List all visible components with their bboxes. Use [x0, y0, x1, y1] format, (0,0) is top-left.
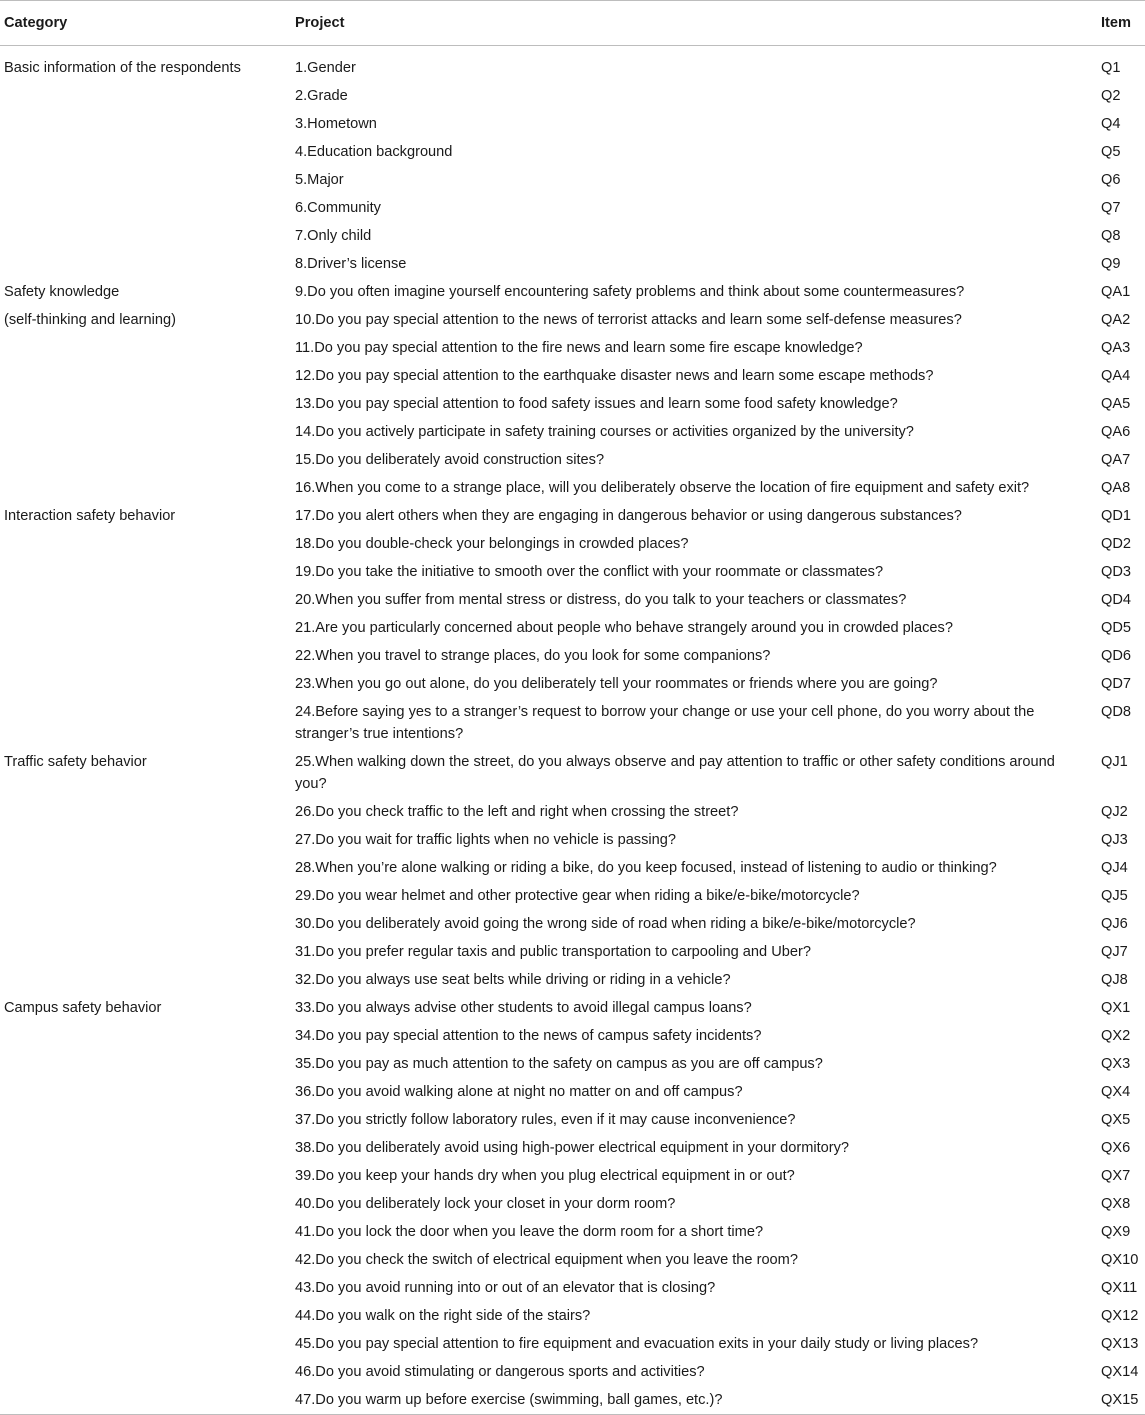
- project-cell: 8.Driver’s license: [295, 256, 407, 272]
- category-cell: [0, 222, 291, 250]
- category-cell: [0, 362, 291, 390]
- project-cell: 4.Education background: [295, 144, 453, 160]
- table-row: [0, 138, 1145, 166]
- table-row: [0, 1134, 1145, 1162]
- category-cell: [0, 1106, 291, 1134]
- table-row: [0, 1386, 1145, 1415]
- table-row: [0, 698, 1145, 748]
- table-row: [0, 306, 1145, 334]
- table-row: [0, 1106, 1145, 1134]
- table-row: [0, 854, 1145, 882]
- table-row: [0, 334, 1145, 362]
- project-cell: 22.When you travel to strange places, do you look for some companions?: [295, 648, 771, 664]
- item-cell: Q9: [1101, 256, 1121, 272]
- table-row: [0, 1162, 1145, 1190]
- category-cell: [0, 586, 291, 614]
- table-row: [0, 166, 1145, 194]
- item-cell: QD4: [1101, 592, 1132, 608]
- project-cell: 40.Do you deliberately lock your closet in your dorm room?: [295, 1196, 676, 1212]
- item-cell: Q2: [1101, 88, 1121, 104]
- category-cell: [0, 882, 291, 910]
- project-cell: 2.Grade: [295, 88, 348, 104]
- project-cell: 14.Do you actively participate in safety training courses or activities organized by the university?: [295, 424, 914, 440]
- table-row: [0, 390, 1145, 418]
- project-cell: 5.Major: [295, 172, 344, 188]
- table-row: [0, 1218, 1145, 1246]
- item-cell: QA4: [1101, 368, 1131, 384]
- category-cell: [0, 1022, 291, 1050]
- category-cell: Safety knowledge: [4, 284, 120, 300]
- category-cell: Interaction safety behavior: [4, 508, 176, 524]
- table-row: [0, 194, 1145, 222]
- table-row: [0, 1190, 1145, 1218]
- project-cell: 34.Do you pay special attention to the news of campus safety incidents?: [295, 1028, 762, 1044]
- item-cell: QX13: [1101, 1336, 1139, 1352]
- item-cell: QD6: [1101, 648, 1132, 664]
- item-cell: QA1: [1101, 284, 1131, 300]
- item-cell: QD5: [1101, 620, 1132, 636]
- project-cell: 44.Do you walk on the right side of the stairs?: [295, 1308, 591, 1324]
- item-cell: Q7: [1101, 200, 1121, 216]
- item-cell: QX4: [1101, 1084, 1131, 1100]
- item-cell: QD1: [1101, 508, 1132, 524]
- item-cell: QA8: [1101, 480, 1131, 496]
- project-cell: 26.Do you check traffic to the left and right when crossing the street?: [295, 804, 739, 820]
- project-cell: 11.Do you pay special attention to the fire news and learn some fire escape knowledge?: [295, 340, 863, 356]
- item-cell: QJ3: [1101, 832, 1128, 848]
- table-row: [0, 1330, 1145, 1358]
- table-row: [0, 670, 1145, 698]
- header-project: Project: [291, 1, 1097, 46]
- project-cell: 41.Do you lock the door when you leave the dorm room for a short time?: [295, 1224, 764, 1240]
- item-cell: QX1: [1101, 1000, 1131, 1016]
- project-cell: 32.Do you always use seat belts while driving or riding in a vehicle?: [295, 972, 731, 988]
- item-cell: QD7: [1101, 676, 1132, 692]
- project-cell: 23.When you go out alone, do you deliberately tell your roommates or friends where you are going?: [295, 676, 938, 692]
- table-header: [0, 1, 1145, 46]
- item-cell: QJ6: [1101, 916, 1128, 932]
- table-row: [0, 938, 1145, 966]
- category-cell: [0, 1246, 291, 1274]
- category-cell: [0, 194, 291, 222]
- project-cell: 27.Do you wait for traffic lights when no vehicle is passing?: [295, 832, 676, 848]
- project-cell: 3.Hometown: [295, 116, 377, 132]
- category-cell: [0, 1330, 291, 1358]
- category-cell: [0, 1218, 291, 1246]
- project-cell: 1.Gender: [295, 60, 356, 76]
- category-cell: [0, 250, 291, 278]
- item-cell: Q6: [1101, 172, 1121, 188]
- project-cell: 36.Do you avoid walking alone at night no matter on and off campus?: [295, 1084, 743, 1100]
- table-row: [0, 558, 1145, 586]
- category-cell: [0, 910, 291, 938]
- category-cell: [0, 642, 291, 670]
- project-cell: 31.Do you prefer regular taxis and public transportation to carpooling and Uber?: [295, 944, 811, 960]
- category-cell: [0, 1274, 291, 1302]
- project-cell: 21.Are you particularly concerned about people who behave strangely around you in crowded places?: [295, 620, 953, 636]
- table-row: [0, 1246, 1145, 1274]
- item-cell: QJ8: [1101, 972, 1128, 988]
- category-cell: [0, 334, 291, 362]
- item-cell: QX8: [1101, 1196, 1131, 1212]
- category-cell: Traffic safety behavior: [4, 754, 147, 770]
- category-cell: [0, 826, 291, 854]
- category-cell: [0, 698, 291, 748]
- project-cell: 45.Do you pay special attention to fire equipment and evacuation exits in your daily study or living places?: [295, 1336, 979, 1352]
- table-row: [0, 826, 1145, 854]
- table-row: [0, 222, 1145, 250]
- category-cell: [0, 670, 291, 698]
- table-row: [0, 1078, 1145, 1106]
- project-cell: 13.Do you pay special attention to food safety issues and learn some food safety knowledge?: [295, 396, 898, 412]
- table-row: [0, 250, 1145, 278]
- project-cell: 28.When you’re alone walking or riding a bike, do you keep focused, instead of listening to audio or thinking?: [295, 860, 997, 876]
- project-cell: 25.When walking down the street, do you always observe and pay attention to traffic or other safety conditions around you?: [295, 754, 1055, 792]
- category-cell: [0, 82, 291, 110]
- table-row: [0, 110, 1145, 138]
- item-cell: QD2: [1101, 536, 1132, 552]
- project-cell: 29.Do you wear helmet and other protective gear when riding a bike/e-bike/motorcycle?: [295, 888, 860, 904]
- table-row: [0, 418, 1145, 446]
- category-cell: (self-thinking and learning): [4, 312, 176, 328]
- item-cell: Q4: [1101, 116, 1121, 132]
- table-row: [0, 1302, 1145, 1330]
- category-cell: [0, 1302, 291, 1330]
- header-item: Item: [1097, 1, 1145, 46]
- project-cell: 18.Do you double-check your belongings in crowded places?: [295, 536, 689, 552]
- item-cell: QX10: [1101, 1252, 1139, 1268]
- category-cell: [0, 614, 291, 642]
- item-cell: QA7: [1101, 452, 1131, 468]
- project-cell: 17.Do you alert others when they are engaging in dangerous behavior or using dangerous substances?: [295, 508, 962, 524]
- category-cell: [0, 1050, 291, 1078]
- item-cell: QX14: [1101, 1364, 1139, 1380]
- item-cell: QJ2: [1101, 804, 1128, 820]
- table-row: [0, 474, 1145, 502]
- table-row: [0, 994, 1145, 1022]
- item-cell: Q8: [1101, 228, 1121, 244]
- header-category: Category: [0, 1, 291, 46]
- table-row: [0, 882, 1145, 910]
- project-cell: 12.Do you pay special attention to the earthquake disaster news and learn some escape methods?: [295, 368, 934, 384]
- category-cell: [0, 138, 291, 166]
- item-cell: QX2: [1101, 1028, 1131, 1044]
- table-row: [0, 586, 1145, 614]
- project-cell: 24.Before saying yes to a stranger’s request to borrow your change or use your cell phone, do you worry about the stranger’s true intentions?: [295, 704, 1035, 742]
- project-cell: 38.Do you deliberately avoid using high-power electrical equipment in your dormitory?: [295, 1140, 850, 1156]
- item-cell: QX12: [1101, 1308, 1139, 1324]
- project-cell: 42.Do you check the switch of electrical equipment when you leave the room?: [295, 1252, 798, 1268]
- header-row: [0, 1, 1145, 46]
- project-cell: 15.Do you deliberately avoid construction sites?: [295, 452, 605, 468]
- category-cell: [0, 1134, 291, 1162]
- category-cell: [0, 418, 291, 446]
- table-row: [0, 446, 1145, 474]
- table-row: [0, 278, 1145, 306]
- item-cell: QJ7: [1101, 944, 1128, 960]
- table-row: [0, 642, 1145, 670]
- category-cell: Basic information of the respondents: [4, 60, 241, 76]
- table-row: [0, 362, 1145, 390]
- category-cell: [0, 110, 291, 138]
- table-row: [0, 1022, 1145, 1050]
- item-cell: QX15: [1097, 1386, 1145, 1415]
- project-cell: 16.When you come to a strange place, will you deliberately observe the location of fire equipment and safety exit?: [295, 480, 1030, 496]
- table-row: [0, 910, 1145, 938]
- project-cell: 43.Do you avoid running into or out of an elevator that is closing?: [295, 1280, 716, 1296]
- item-cell: QA5: [1101, 396, 1131, 412]
- item-cell: QX3: [1101, 1056, 1131, 1072]
- category-cell: [0, 938, 291, 966]
- category-cell: Campus safety behavior: [4, 1000, 162, 1016]
- item-cell: QX5: [1101, 1112, 1131, 1128]
- table-row: [0, 530, 1145, 558]
- table-row: [0, 966, 1145, 994]
- table-row: [0, 798, 1145, 826]
- table-row: [0, 46, 1145, 83]
- table-body: [0, 46, 1145, 1415]
- item-cell: QJ5: [1101, 888, 1128, 904]
- item-cell: QD3: [1101, 564, 1132, 580]
- category-cell: [0, 1190, 291, 1218]
- project-cell: 7.Only child: [295, 228, 372, 244]
- category-cell: [0, 1358, 291, 1386]
- item-cell: QX9: [1101, 1224, 1131, 1240]
- project-cell: 35.Do you pay as much attention to the safety on campus as you are off campus?: [295, 1056, 823, 1072]
- item-cell: QX7: [1101, 1168, 1131, 1184]
- table-row: [0, 1050, 1145, 1078]
- item-cell: QA2: [1101, 312, 1131, 328]
- item-cell: Q1: [1101, 60, 1121, 76]
- category-cell: [0, 446, 291, 474]
- project-cell: 6.Community: [295, 200, 381, 216]
- category-cell: [0, 1386, 291, 1415]
- item-cell: QA3: [1101, 340, 1131, 356]
- project-cell: 37.Do you strictly follow laboratory rules, even if it may cause inconvenience?: [295, 1112, 796, 1128]
- category-cell: [0, 854, 291, 882]
- table-row: [0, 748, 1145, 798]
- project-cell: 47.Do you warm up before exercise (swimming, ball games, etc.)?: [291, 1386, 1097, 1415]
- table-row: [0, 1274, 1145, 1302]
- project-cell: 30.Do you deliberately avoid going the wrong side of road when riding a bike/e-bike/motorcycle?: [295, 916, 916, 932]
- project-cell: 19.Do you take the initiative to smooth over the conflict with your roommate or classmates?: [295, 564, 884, 580]
- item-cell: QA6: [1101, 424, 1131, 440]
- project-cell: 33.Do you always advise other students to avoid illegal campus loans?: [295, 1000, 752, 1016]
- project-cell: 46.Do you avoid stimulating or dangerous sports and activities?: [295, 1364, 705, 1380]
- item-cell: QD8: [1101, 704, 1132, 720]
- category-cell: [0, 966, 291, 994]
- project-cell: 39.Do you keep your hands dry when you plug electrical equipment in or out?: [295, 1168, 795, 1184]
- category-cell: [0, 390, 291, 418]
- category-cell: [0, 798, 291, 826]
- project-cell: 10.Do you pay special attention to the news of terrorist attacks and learn some self-defense measures?: [295, 312, 962, 328]
- category-cell: [0, 166, 291, 194]
- category-cell: [0, 474, 291, 502]
- category-cell: [0, 1162, 291, 1190]
- table-row: [0, 82, 1145, 110]
- table-row: [0, 1358, 1145, 1386]
- project-cell: 9.Do you often imagine yourself encountering safety problems and think about some countermeasures?: [295, 284, 965, 300]
- item-cell: QJ1: [1101, 754, 1128, 770]
- item-cell: QX6: [1101, 1140, 1131, 1156]
- item-cell: Q5: [1101, 144, 1121, 160]
- category-cell: [0, 558, 291, 586]
- project-cell: 20.When you suffer from mental stress or distress, do you talk to your teachers or classmates?: [295, 592, 907, 608]
- category-cell: [0, 1078, 291, 1106]
- item-cell: QJ4: [1101, 860, 1128, 876]
- category-cell: [0, 530, 291, 558]
- table-row: [0, 502, 1145, 530]
- table-row: [0, 614, 1145, 642]
- item-cell: QX11: [1101, 1280, 1138, 1296]
